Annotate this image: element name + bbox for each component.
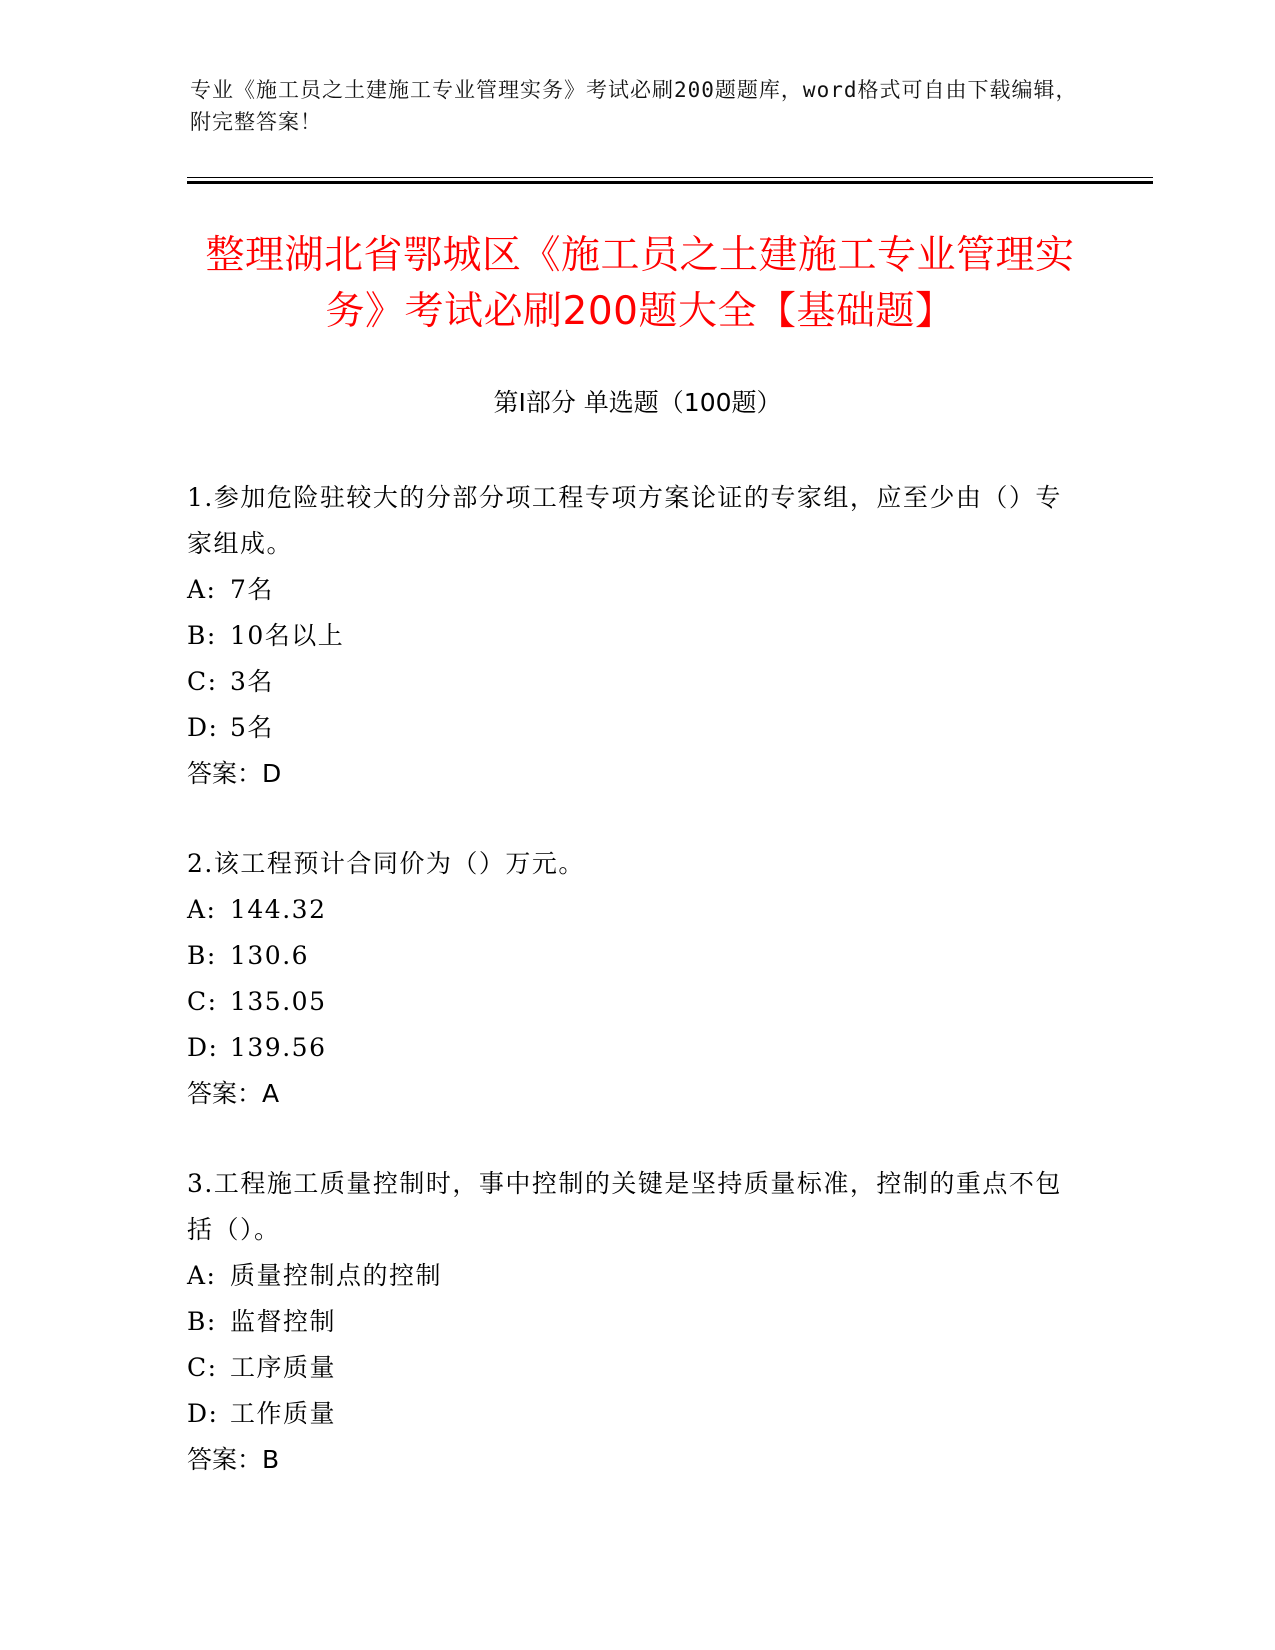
question-item [187, 841, 1077, 1117]
option-label: A: [187, 1261, 217, 1290]
header-divider-thick [187, 181, 1153, 184]
option-label: C: [187, 987, 218, 1016]
header-note: 专业《施工员之土建施工专业管理实务》考试必刷200题题库，word格式可自由下载编辑，附完整答案！ [190, 78, 1078, 134]
option-a [187, 1253, 1077, 1299]
option-text: 3名 [230, 667, 274, 696]
option-label: D: [187, 713, 219, 742]
option-text: 144.32 [230, 895, 327, 924]
option-text: 监督控制 [230, 1307, 337, 1336]
question-text: 2.该工程预计合同价为（）万元。 [187, 849, 585, 878]
option-c [187, 1345, 1077, 1391]
option-label: B: [187, 941, 217, 970]
option-d [187, 1391, 1077, 1437]
option-a [187, 567, 1077, 613]
option-label: B: [187, 621, 217, 650]
option-text: 工作质量 [230, 1399, 337, 1428]
option-text: 工序质量 [230, 1353, 337, 1382]
option-text: 130.6 [230, 941, 310, 970]
option-d [187, 1025, 1077, 1071]
option-b [187, 1299, 1077, 1345]
option-text: 139.56 [230, 1033, 327, 1062]
question-list [187, 475, 1077, 1527]
option-d [187, 705, 1077, 751]
answer-text: 答案：D [187, 759, 282, 788]
answer-text: 答案：B [187, 1445, 280, 1474]
option-b [187, 613, 1077, 659]
section-title: 第I部分 单选题（100题） [493, 388, 782, 417]
question-item [187, 1161, 1077, 1483]
option-b [187, 933, 1077, 979]
option-label: D: [187, 1399, 219, 1428]
question-text: 1.参加危险驻较大的分部分项工程专项方案论证的专家组，应至少由（）专家组成。 [187, 483, 1062, 558]
answer-text: 答案：A [187, 1079, 280, 1108]
question-item [187, 475, 1077, 797]
option-label: C: [187, 1353, 218, 1382]
option-label: A: [187, 895, 217, 924]
option-a [187, 887, 1077, 933]
option-label: B: [187, 1307, 217, 1336]
option-c [187, 659, 1077, 705]
header-divider-thin [187, 177, 1153, 178]
option-text: 10名以上 [230, 621, 345, 650]
document-title: 整理湖北省鄂城区《施工员之土建施工专业管理实务》考试必刷200题大全【基础题】 [205, 233, 1075, 334]
question-text: 3.工程施工质量控制时，事中控制的关键是坚持质量标准，控制的重点不包括（）。 [187, 1169, 1062, 1244]
option-c [187, 979, 1077, 1025]
option-text: 135.05 [230, 987, 327, 1016]
option-text: 7名 [230, 575, 274, 604]
option-label: A: [187, 575, 217, 604]
option-text: 5名 [230, 713, 274, 742]
option-label: C: [187, 667, 218, 696]
option-label: D: [187, 1033, 219, 1062]
option-text: 质量控制点的控制 [230, 1261, 443, 1290]
